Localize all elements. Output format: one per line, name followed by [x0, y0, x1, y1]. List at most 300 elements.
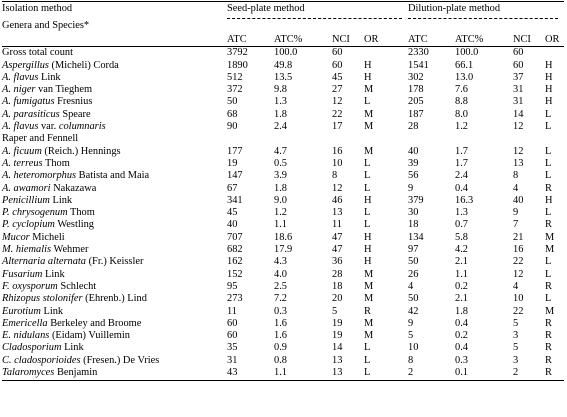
authority-name: Gross total count [2, 47, 73, 59]
seed-or-cell: L [364, 207, 371, 219]
dilution-or-cell: H [545, 84, 553, 96]
dilution-or-cell: R [545, 367, 552, 379]
seed-atc-percent-cell: 1.8 [274, 108, 287, 120]
genus-name: C. cladosporioides [2, 354, 81, 366]
dilution-atc-cell: 8 [408, 354, 414, 366]
genus-name: Alternaria alternata [2, 256, 86, 268]
species-name-cell [2, 281, 227, 293]
authority-name: Link [38, 71, 61, 83]
authority-name: Fresnius [54, 96, 93, 108]
col-header-seed-atc-percent: ATC% [274, 32, 332, 47]
table-row [2, 182, 564, 194]
species-name-cell [2, 170, 227, 182]
authority-name: Link [42, 268, 65, 280]
species-name-cell [2, 182, 227, 194]
seed-atc-cell: 60 [227, 317, 238, 329]
seed-atc-percent-cell: 0.5 [274, 157, 287, 169]
seed-atc-percent-cell: 1.1 [274, 219, 287, 231]
dilution-atc-percent-cell: 0.2 [455, 280, 468, 292]
dilution-nci-cell: 60 [513, 47, 524, 59]
dilution-or-cell: R [545, 342, 552, 354]
dilution-atc-percent-cell: 4.2 [455, 244, 468, 256]
seed-or-cell: L [364, 219, 371, 231]
dilution-or-cell: L [545, 145, 552, 157]
authority-name: Link [49, 194, 73, 206]
species-name-cell [2, 244, 227, 256]
dilution-or-cell: M [545, 305, 555, 317]
seed-atc-cell: 3792 [227, 47, 248, 59]
seed-nci-cell: 36 [332, 256, 343, 268]
dilution-nci-cell: 31 [513, 84, 524, 96]
dilution-atc-percent-cell: 5.8 [455, 231, 468, 243]
col-header-dilution-nci: NCI [513, 32, 545, 47]
dilution-atc-percent-cell: 2.1 [455, 293, 468, 305]
dilution-atc-cell: 30 [408, 207, 419, 219]
dilution-atc-percent-cell: 2.4 [455, 170, 468, 182]
seed-nci-cell: 18 [332, 280, 343, 292]
seed-atc-percent-cell: 13.5 [274, 71, 293, 83]
authority-name: (Fr.) Keissler [86, 256, 144, 268]
dilution-or-cell: R [545, 317, 552, 329]
seed-nci-cell: 22 [332, 108, 343, 120]
seed-or-cell: M [364, 121, 374, 133]
dilution-atc-percent-cell: 1.1 [455, 268, 468, 280]
seed-or-cell: R [364, 305, 371, 317]
dilution-or-cell: H [545, 194, 553, 206]
authority-name: Micheli [29, 231, 65, 243]
dilution-atc-percent-cell: 8.0 [455, 108, 468, 120]
seed-or-cell [364, 47, 408, 60]
dilution-atc-cell: 50 [408, 256, 419, 268]
dilution-atc-cell: 134 [408, 231, 424, 243]
seed-nci-cell: 14 [332, 342, 343, 354]
seed-atc-cell: 95 [227, 280, 238, 292]
seed-atc-percent-cell [274, 133, 332, 145]
seed-atc-cell: 67 [227, 182, 238, 194]
dilution-plate-method-label: Dilution-plate method [408, 3, 501, 14]
seed-atc-cell: 19 [227, 157, 238, 169]
header-spacer-cell [227, 19, 564, 32]
table-row [2, 367, 564, 379]
dilution-nci-cell: 12 [513, 145, 524, 157]
dilution-atc-percent-cell: 0.4 [455, 182, 468, 194]
dilution-atc-percent-cell: 66.1 [455, 59, 474, 71]
seed-atc-cell: 43 [227, 367, 238, 379]
seed-atc-cell: 60 [227, 330, 238, 342]
dilution-atc-cell: 10 [408, 342, 419, 354]
species-name-cell [2, 231, 227, 243]
seed-atc-percent-cell: 1.8 [274, 182, 287, 194]
header-row-methods [2, 2, 564, 19]
genera-species-label: Genera and Species* [2, 20, 90, 31]
table-row [2, 342, 564, 354]
genus-name: A. flavus [2, 71, 39, 83]
authority-name: van Tieghem [35, 84, 93, 96]
dilution-atc-percent-cell: 8.8 [455, 96, 468, 108]
seed-nci-cell: 20 [332, 293, 343, 305]
species-name-cell [2, 305, 227, 317]
dilution-atc-percent-cell: 7.6 [455, 84, 468, 96]
dilution-or-cell: L [545, 108, 552, 120]
seed-atc-percent-cell: 9.0 [274, 194, 287, 206]
genus-name: A. niger [2, 84, 36, 96]
seed-plate-method-label: Seed-plate method [227, 3, 305, 14]
authority-name: (Eidam) Vuillemin [49, 330, 130, 342]
seed-atc-cell: 372 [227, 84, 243, 96]
seed-atc-percent-cell: 1.3 [274, 96, 287, 108]
seed-nci-cell: 47 [332, 244, 343, 256]
dilution-nci-cell: 4 [513, 280, 519, 292]
genus-name: E. nidulans [2, 330, 50, 342]
header-row-spacer [2, 19, 564, 32]
seed-nci-cell: 45 [332, 71, 343, 83]
seed-or-cell: M [364, 317, 374, 329]
seed-atc-percent-cell: 4.7 [274, 145, 287, 157]
seed-nci-cell: 10 [332, 157, 343, 169]
dilution-nci-cell: 7 [513, 219, 519, 231]
dilution-or-cell: L [545, 121, 552, 133]
dilution-or-cell: R [545, 280, 552, 292]
genus-name: F. oxysporum [2, 280, 58, 292]
dilution-or-cell: L [545, 268, 552, 280]
seed-atc-percent-cell: 9.8 [274, 84, 287, 96]
seed-atc-percent-cell: 17.9 [274, 244, 293, 256]
dilution-nci-cell: 5 [513, 342, 519, 354]
genus-name: Fusarium [2, 268, 43, 280]
dilution-nci-cell [513, 133, 545, 145]
dilution-nci-cell: 12 [513, 268, 524, 280]
seed-atc-cell: 68 [227, 108, 238, 120]
col-header-seed-or: OR [364, 32, 408, 47]
genus-name: Mucor [2, 231, 30, 243]
seed-atc-cell: 147 [227, 170, 243, 182]
table-row [2, 330, 564, 342]
genus-name: A. terreus [2, 157, 43, 169]
dilution-or-cell: L [545, 293, 552, 305]
genus-name: Penicillium [2, 194, 50, 206]
seed-nci-cell: 11 [332, 219, 343, 231]
fungi-table [2, 2, 564, 379]
seed-atc-cell: 90 [227, 121, 238, 133]
table-row [2, 72, 564, 84]
seed-atc-cell: 682 [227, 244, 243, 256]
dilution-or-cell: L [545, 256, 552, 268]
species-name-cell [2, 342, 227, 354]
isolation-method-label: Isolation method [2, 3, 73, 14]
seed-or-cell: L [364, 96, 371, 108]
table-row [2, 59, 564, 71]
dilution-or-cell: R [545, 182, 552, 194]
seed-atc-percent-cell: 0.9 [274, 342, 287, 354]
authority-name: Berkeley and Broome [47, 317, 142, 329]
dilution-atc-percent-cell: 2.1 [455, 256, 468, 268]
authority-name: Link [40, 305, 64, 317]
authority-name: (Micheli) Corda [48, 59, 119, 71]
table-row [2, 96, 564, 108]
dilution-or-cell: H [545, 59, 553, 71]
dilution-atc-cell: 40 [408, 145, 419, 157]
dilution-atc-percent-cell: 0.7 [455, 219, 468, 231]
dilution-nci-cell: 5 [513, 317, 519, 329]
dilution-nci-cell: 16 [513, 244, 524, 256]
dilution-atc-cell: 56 [408, 170, 419, 182]
seed-atc-cell: 35 [227, 342, 238, 354]
table-row [2, 256, 564, 268]
seed-atc-cell: 1890 [227, 59, 248, 71]
seed-atc-percent-cell: 0.8 [274, 354, 287, 366]
authority-name: Link [61, 342, 84, 354]
dilution-nci-cell: 9 [513, 207, 519, 219]
genus-name: A. flavus [2, 121, 39, 133]
dilution-or-cell: R [545, 354, 552, 366]
seed-or-cell: M [364, 293, 374, 305]
dilution-or-cell: L [545, 170, 552, 182]
seed-atc-percent-cell: 0.3 [274, 305, 287, 317]
seed-atc-cell: 707 [227, 231, 243, 243]
dilution-atc-percent-cell: 100.0 [455, 47, 479, 59]
dilution-nci-cell: 10 [513, 293, 524, 305]
authority-name: (Ehrenb.) Lind [82, 293, 147, 305]
dilution-nci-cell: 37 [513, 71, 524, 83]
genus-name: Aspergillus [2, 59, 49, 71]
dilution-or-cell: M [545, 244, 555, 256]
dilution-or-cell: L [545, 157, 552, 169]
seed-atc-percent-cell: 1.6 [274, 317, 287, 329]
dilution-atc-cell: 9 [408, 182, 414, 194]
authority-name: Wehmer [51, 244, 89, 256]
seed-atc-cell [227, 133, 274, 145]
seed-or-cell: H [364, 244, 372, 256]
variety-name: columnaris [58, 121, 106, 133]
seed-atc-percent-cell: 3.9 [274, 170, 287, 182]
dilution-atc-percent-cell: 1.7 [455, 145, 468, 157]
authority-name: (Reich.) Hennings [41, 145, 121, 157]
bottom-rule [2, 380, 564, 381]
seed-atc-percent-cell: 49.8 [274, 59, 293, 71]
dilution-atc-cell: 205 [408, 96, 424, 108]
dilution-or-cell [545, 133, 564, 145]
column-header-blank [2, 32, 227, 47]
dilution-atc-cell: 50 [408, 293, 419, 305]
species-name-cell [2, 158, 227, 170]
genus-name: Eurotium [2, 305, 41, 317]
dilution-plate-method-header [408, 2, 564, 19]
dilution-atc-cell: 379 [408, 194, 424, 206]
dilution-or-cell: H [545, 96, 553, 108]
dilution-atc-cell: 18 [408, 219, 419, 231]
dilution-atc-cell: 1541 [408, 59, 429, 71]
dilution-atc-percent-cell: 1.3 [455, 207, 468, 219]
seed-or-cell: M [364, 145, 374, 157]
dilution-atc-cell: 302 [408, 71, 424, 83]
column-header-row [2, 32, 564, 47]
table-row [2, 318, 564, 330]
table-row [2, 268, 564, 280]
seed-atc-percent-cell: 100.0 [274, 47, 298, 59]
authority-name: Nakazawa [50, 182, 97, 194]
seed-atc-percent-cell: 2.5 [274, 280, 287, 292]
species-name-cell [2, 293, 227, 305]
dilution-atc-percent-cell: 0.4 [455, 342, 468, 354]
genus-name: M. hiemalis [2, 244, 52, 256]
col-header-seed-atc: ATC [227, 32, 274, 47]
species-name-cell [2, 108, 227, 120]
dilution-nci-cell: 3 [513, 330, 519, 342]
authority-name: Raper and Fennell [2, 133, 79, 145]
dilution-or-cell [545, 47, 564, 60]
dilution-nci-cell: 13 [513, 157, 524, 169]
seed-nci-cell: 13 [332, 207, 343, 219]
dilution-atc-cell: 39 [408, 157, 419, 169]
authority-name: Thom [67, 207, 95, 219]
seed-or-cell: H [364, 231, 372, 243]
dilution-atc-cell [408, 133, 455, 145]
genus-name: A. awamori [2, 182, 51, 194]
seed-or-cell: L [364, 367, 371, 379]
seed-nci-cell: 19 [332, 317, 343, 329]
species-name-cell [2, 367, 227, 379]
genus-name: A. parasiticus [2, 108, 60, 120]
dilution-nci-cell: 2 [513, 367, 519, 379]
col-header-seed-nci: NCI [332, 32, 364, 47]
dilution-nci-cell: 4 [513, 182, 519, 194]
genus-name: A. fumigatus [2, 96, 55, 108]
dilution-or-cell: L [545, 207, 552, 219]
seed-atc-percent-cell: 1.2 [274, 207, 287, 219]
authority-name: Batista and Maia [76, 170, 150, 182]
table-row [2, 305, 564, 317]
col-header-dilution-or: OR [545, 32, 564, 47]
dilution-atc-percent-cell: 16.3 [455, 194, 474, 206]
dilution-or-cell: R [545, 330, 552, 342]
seed-atc-cell: 273 [227, 293, 243, 305]
species-name-cell [2, 96, 227, 108]
seed-nci-cell: 13 [332, 354, 343, 366]
table-row [2, 281, 564, 293]
species-name-cell [2, 121, 227, 133]
col-header-dilution-atc-percent: ATC% [455, 32, 513, 47]
table-row [2, 47, 564, 60]
seed-or-cell: L [364, 170, 371, 182]
dilution-atc-cell: 178 [408, 84, 424, 96]
dilution-atc-percent-cell [455, 133, 513, 145]
authority-name: var. [38, 121, 59, 133]
authority-name: (Fresen.) De Vries [80, 354, 160, 366]
dilution-atc-cell: 9 [408, 317, 414, 329]
dilution-nci-cell: 8 [513, 170, 519, 182]
dilution-atc-percent-cell: 0.1 [455, 367, 468, 379]
seed-atc-cell: 31 [227, 354, 238, 366]
genus-name: Talaromyces [2, 367, 55, 379]
genus-name: Rhizopus stolonifer [2, 293, 83, 305]
seed-nci-cell [332, 133, 364, 145]
dilution-nci-cell: 3 [513, 354, 519, 366]
dilution-atc-percent-cell: 0.2 [455, 330, 468, 342]
seed-atc-cell: 177 [227, 145, 243, 157]
table-row [2, 145, 564, 157]
genus-name: Cladosporium [2, 342, 62, 354]
dilution-nci-cell: 40 [513, 194, 524, 206]
seed-nci-cell: 16 [332, 145, 343, 157]
seed-or-cell: H [364, 256, 372, 268]
dilution-atc-cell: 2330 [408, 47, 429, 59]
seed-atc-cell: 40 [227, 219, 238, 231]
seed-atc-percent-cell: 4.0 [274, 268, 287, 280]
species-name-cell [2, 256, 227, 268]
dilution-nci-cell: 60 [513, 59, 524, 71]
dilution-atc-cell: 28 [408, 121, 419, 133]
table-row [2, 121, 564, 133]
dilution-atc-percent-cell: 1.2 [455, 121, 468, 133]
dilution-nci-cell: 31 [513, 96, 524, 108]
species-name-cell [2, 84, 227, 96]
dilution-nci-cell: 14 [513, 108, 524, 120]
seed-atc-percent-cell: 1.6 [274, 330, 287, 342]
species-name-cell [2, 354, 227, 366]
seed-nci-cell: 27 [332, 84, 343, 96]
table-row [2, 219, 564, 231]
seed-or-cell: H [364, 71, 372, 83]
seed-atc-cell: 512 [227, 71, 243, 83]
seed-atc-cell: 50 [227, 96, 238, 108]
seed-nci-cell: 17 [332, 121, 343, 133]
seed-nci-cell: 60 [332, 47, 343, 59]
dilution-nci-cell: 22 [513, 305, 524, 317]
species-name-cell [2, 318, 227, 330]
species-name-cell [2, 219, 227, 231]
dilution-nci-cell: 21 [513, 231, 524, 243]
table-row [2, 170, 564, 182]
seed-or-cell: L [364, 354, 371, 366]
dilution-atc-cell: 4 [408, 280, 414, 292]
col-header-dilution-atc: ATC [408, 32, 455, 47]
table-row [2, 354, 564, 366]
seed-atc-cell: 162 [227, 256, 243, 268]
seed-nci-cell: 13 [332, 367, 343, 379]
species-name-cell [2, 59, 227, 71]
species-name-cell [2, 145, 227, 157]
seed-nci-cell: 5 [332, 305, 338, 317]
seed-or-cell: M [364, 280, 374, 292]
table-row [2, 158, 564, 170]
genus-name: Emericella [2, 317, 48, 329]
seed-atc-cell: 152 [227, 268, 243, 280]
dilution-or-cell: H [545, 71, 553, 83]
genus-name: A. ficuum [2, 145, 42, 157]
authority-name: Westling [54, 219, 94, 231]
genus-name: P. chrysogenum [2, 207, 68, 219]
seed-or-cell [364, 133, 408, 145]
seed-atc-percent-cell: 7.2 [274, 293, 287, 305]
species-name-cell [2, 207, 227, 219]
seed-atc-percent-cell: 18.6 [274, 231, 293, 243]
seed-nci-cell: 8 [332, 170, 338, 182]
dilution-atc-percent-cell: 1.7 [455, 157, 468, 169]
table-row [2, 84, 564, 96]
seed-or-cell: L [364, 157, 371, 169]
dilution-atc-percent-cell: 13.0 [455, 71, 474, 83]
seed-nci-cell: 47 [332, 231, 343, 243]
dilution-atc-percent-cell: 0.4 [455, 317, 468, 329]
species-name-cell [2, 195, 227, 207]
dilution-atc-cell: 187 [408, 108, 424, 120]
species-name-cell [2, 330, 227, 342]
table-row [2, 293, 564, 305]
dilution-atc-cell: 5 [408, 330, 414, 342]
dilution-atc-cell: 26 [408, 268, 419, 280]
genus-name: A. heteromorphus [2, 170, 77, 182]
authority-name: Thom [42, 157, 70, 169]
